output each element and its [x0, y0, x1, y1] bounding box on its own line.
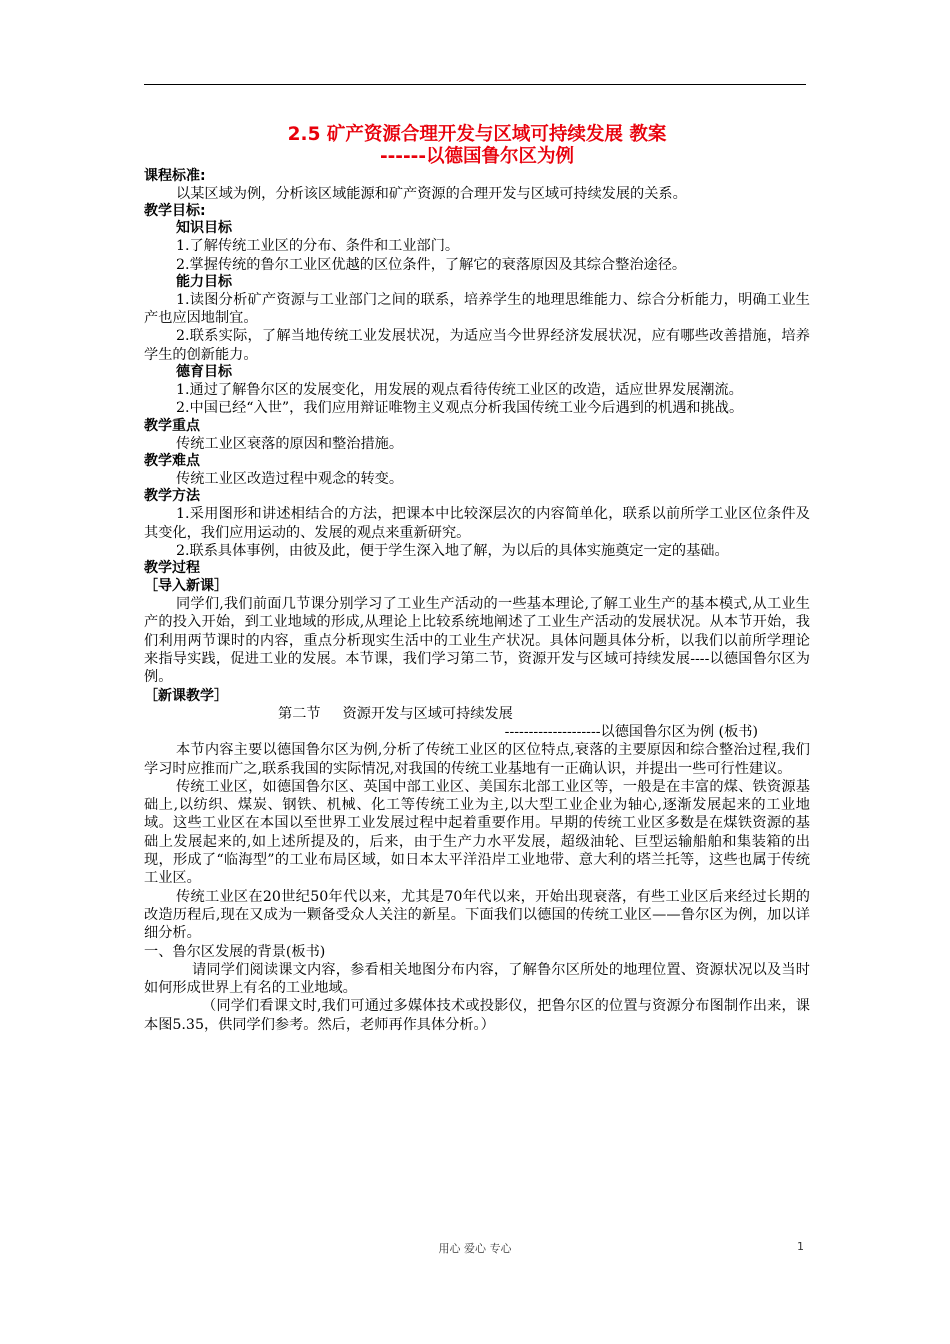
method-heading: 教学方法 — [144, 488, 200, 505]
method-item-2: 2.联系具体事例，由彼及此，便于学生深入地了解，为以后的具体实施奠定一定的基础。 — [176, 542, 729, 559]
section-number: 第二节 — [278, 705, 321, 722]
title-line-1: 2.5 矿产资源合理开发与区域可持续发展 教案 — [287, 124, 667, 145]
moral-item-1: 1.通过了解鲁尔区的发展变化，用发展的观点看待传统工业区的改造，适应世界发展潮流。 — [176, 382, 743, 399]
moral-heading: 德育目标 — [176, 364, 232, 381]
section-title — [144, 705, 810, 723]
ability-heading: 能力目标 — [176, 273, 232, 290]
intro-text: 同学们,我们前面几节课分别学习了工业生产活动的一些基本理论,了解工业生产的基本模式,从工业生产的投入开始，到工业地域的形成,从理论上比较系统地阐述了工业生产活动的发展状况。从本节开始，我们利用两节课时的内容，重点分析现实生活中的工业生产状况。具体问题具体分析，以我们以前所学理论来指导实践，促进工业的发展。本节课，我们学习第二节，资源开发与区域可持续发展----以德国鲁尔区为例。 — [144, 596, 810, 686]
part1-text: 请同学们阅读课文内容，参看相关地图分布内容，了解鲁尔区所处的地理位置、资源状况以及当时如何形成世界上有名的工业地域。 — [144, 961, 810, 997]
document-body — [144, 124, 810, 1034]
title-line-2: ------以德国鲁尔区为例 — [379, 146, 575, 167]
difficulty-text: 传统工业区改造过程中观念的转变。 — [176, 470, 404, 487]
standard-text: 以某区域为例，分析该区域能源和矿产资源的合理开发与区域可持续发展的关系。 — [176, 186, 687, 202]
goals-heading: 教学目标: — [144, 203, 206, 220]
knowledge-item-1: 1.了解传统工业区的分布、条件和工业部门。 — [176, 238, 460, 255]
key-point-heading: 教学重点 — [144, 417, 200, 434]
difficulty-heading: 教学难点 — [144, 452, 200, 469]
moral-item-2: 2.中国已经“入世”，我们应用辩证唯物主义观点分析我国传统工业今后遇到的机遇和挑战。 — [176, 400, 744, 417]
body-paragraph-3: 传统工业区在20世纪50年代以来，尤其是70年代以来，开始出现衰落，有些工业区后来经过长期的改造历程后,现在又成为一颗备受众人关注的新星。下面我们以德国的传统工业区——鲁尔区为例，加以详细分析。 — [144, 888, 810, 942]
method-item-1: 1.采用图形和讲述相结合的方法，把课本中比较深层次的内容简单化，联系以前所学工业区位条件及其变化，我们应用运动的、发展的观点来重新研究。 — [144, 506, 810, 541]
part1-heading: 一、鲁尔区发展的背景(板书) — [144, 943, 326, 960]
ability-item-2: 2.联系实际，了解当地传统工业发展状况，为适应当今世界经济发展状况，应有哪些改善措施，培养学生的创新能力。 — [144, 328, 810, 363]
section-name: 资源开发与区域可持续发展 — [342, 705, 513, 722]
body-paragraph-1: 本节内容主要以德国鲁尔区为例,分析了传统工业区的区位特点,衰落的主要原因和综合整治过程,我们学习时应推而广之,联系我国的实际情况,对我国的传统工业基地有一正确认识，并提出一些可行性建议。 — [144, 742, 810, 777]
standard-heading: 课程标准: — [144, 168, 206, 184]
intro-label: ［导入新课］ — [144, 578, 228, 595]
process-heading: 教学过程 — [144, 560, 200, 577]
knowledge-heading: 知识目标 — [176, 220, 232, 237]
document-title — [144, 124, 810, 168]
knowledge-item-2: 2.掌握传统的鲁尔工业区优越的区位条件，了解它的衰落原因及其综合整治途径。 — [176, 256, 687, 273]
page-number: 1 — [797, 1240, 804, 1253]
ability-item-1: 1.读图分析矿产资源与工业部门之间的联系，培养学生的地理思维能力、综合分析能力，明确工业生产也应因地制宜。 — [144, 291, 810, 327]
part1-note: （同学们看课文时,我们可通过多媒体技术或投影仪，把鲁尔区的位置与资源分布图制作出来，课本图5.35，供同学们参考。然后，老师再作具体分析。） — [144, 998, 810, 1033]
new-lesson-label: ［新课教学］ — [144, 687, 228, 704]
page-footer: 用心 爱心 专心 — [438, 1242, 512, 1255]
body-paragraph-2: 传统工业区，如德国鲁尔区、英国中部工业区、美国东北部工业区等，一般是在丰富的煤、铁资源基础上,以纺织、煤炭、钢铁、机械、化工等传统工业为主,以大型工业企业为轴心,逐渐发展起来的工业地域。这些工业区在本国以至世界工业发展过程中起着重要作用。早期的传统工业区多数是在煤铁资源的基础上发展起来的,如上述所提及的，后来，由于生产力水平发展，超级油轮、巨型运输船舶和集装箱的出现，形成了“临海型”的工业布局区域，如日本太平洋沿岸工业地带、意大利的塔兰托等，这些也属于传统工业区。 — [144, 778, 810, 887]
section-subtitle: --------------------以德国鲁尔区为例 (板书) — [504, 723, 758, 740]
header-rule — [144, 84, 806, 85]
key-point-text: 传统工业区衰落的原因和整治措施。 — [176, 435, 404, 452]
